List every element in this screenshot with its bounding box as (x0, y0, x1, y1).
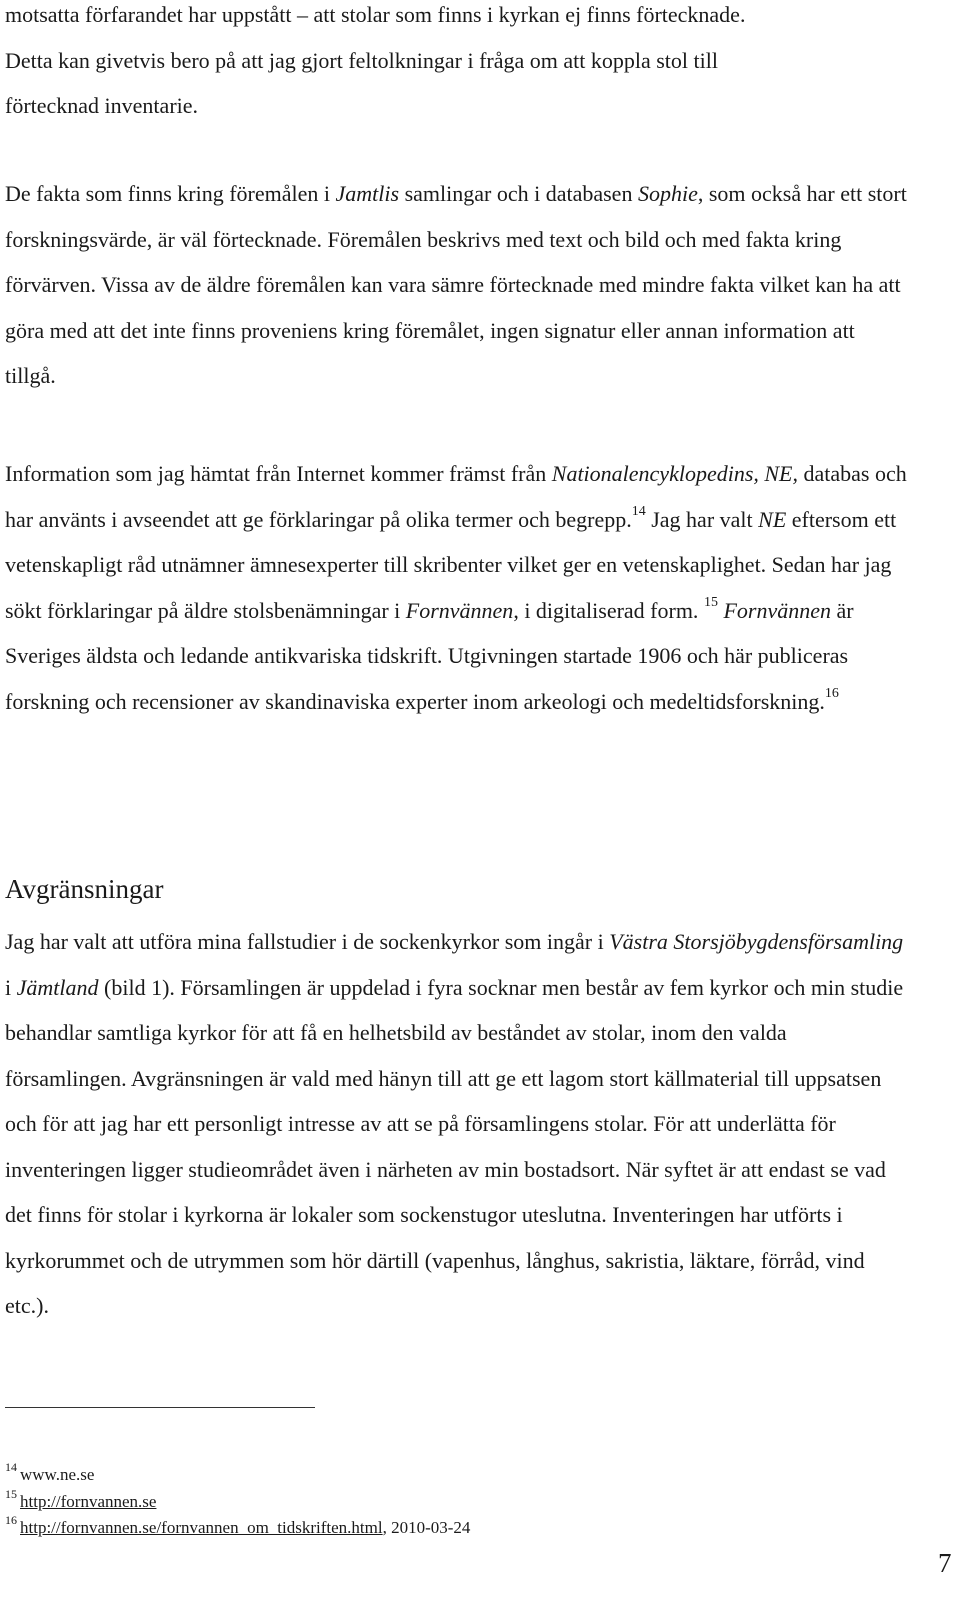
footnote-text: www.ne.se (20, 1465, 95, 1484)
text-line: förtecknad inventarie. (5, 93, 199, 118)
text-run: De fakta som finns kring föremålen i (5, 181, 336, 206)
section-heading: Avgränsningar (5, 874, 164, 904)
text-run: , i digitaliserad form. (513, 597, 704, 623)
footnote-ref[interactable]: 14 (631, 504, 646, 520)
paragraph-collections (5, 171, 910, 399)
footnote-14 (5, 1462, 470, 1489)
footnote-ref[interactable]: 16 (824, 686, 839, 702)
text-line: motsatta förfarandet har uppstått – att stolar som finns i kyrkan ej finns förtecknade. (5, 2, 746, 27)
italic-term: Jamtlis (335, 181, 400, 206)
text-run: (bild 1). Församlingen är uppdelad i fyra socknar men består av fem kyrkor och min studie behandlar samtliga kyrkor för att få en helhetsbild av beståndet av stolar, inom den valda församlingen. Avgränsningen är vald med hänyn till att ge ett lagom stort källmaterial till uppsatsen och för att jag har ett personligt intresse av att se på församlingens stolar. För att underlätta för inventeringen ligger studieområdet även i närheten av min bostadsort. När syftet är att endast se vad det finns för stolar i kyrkorna är lokaler som sockenstugor uteslutna. Inventeringen har utförts i kyrkorummet och de utrymmen som hör därtill (vapenhus, långhus, sakristia, läktare, förråd, vind etc.). (5, 974, 904, 1318)
paragraph-inventory-note (5, 0, 910, 129)
footnote-link[interactable]: http://fornvannen.se/fornvannen_om_tidskriften.html (20, 1518, 383, 1537)
footnotes (5, 1462, 470, 1542)
text-run: Jag har valt att utföra mina fallstudier i de sockenkyrkor som ingår i (5, 929, 610, 954)
italic-term: Jämtland (16, 974, 99, 1000)
italic-term: NE (758, 506, 787, 532)
footnote-16 (5, 1515, 470, 1542)
footnote-15 (5, 1486, 470, 1516)
text-line: Detta kan givetvis bero på att jag gjort feltolkningar i fråga om att koppla stol till (5, 47, 718, 73)
footnote-link[interactable]: http://fornvannen.se (20, 1491, 157, 1511)
italic-term: Västra Storsjöbygdensförsamling (609, 929, 904, 954)
text-run: eftersom ett vetenskapligt råd utnämner ämnesexperter till skribenter vilket ger en vetenskaplighet. Sedan har jag sökt förklaringar på äldre stolsbenämningar i (5, 506, 897, 623)
footnote-ref[interactable]: 15 (703, 595, 718, 611)
text-run: databas och har använts i avseendet att ge förklaringar på olika termer och begrepp. (5, 461, 907, 532)
text-run: Information som jag hämtat från Internet kommer främst från (5, 461, 552, 486)
text-run: är Sveriges äldsta och ledande antikvariska tidskrift. Utgivningen startade 1906 och här publiceras forskning och recensioner av skandinaviska experter inom arkeologi och medeltidsforskning. (5, 597, 854, 714)
footnote-date: , 2010-03-24 (382, 1518, 471, 1537)
text-run: samlingar och i databasen (399, 181, 638, 206)
italic-term: Nationalencyklopedins, NE, (551, 461, 798, 486)
italic-term: Fornvännen (723, 597, 831, 623)
footnote-number: 15 (5, 1486, 17, 1501)
italic-term: Sophie (637, 181, 698, 206)
italic-term: Fornvännen (405, 597, 514, 623)
page-number: 7 (938, 1548, 952, 1578)
text-run: i (5, 974, 17, 1000)
footnote-number: 16 (5, 1513, 17, 1528)
footnote-divider (5, 1407, 315, 1408)
footnote-number: 14 (5, 1460, 17, 1475)
paragraph-delimitations (5, 919, 910, 1329)
text-run: Jag har valt (645, 506, 759, 532)
paragraph-sources (5, 451, 910, 724)
text-run: , som också har ett stort forskningsvärde, är väl förtecknade. Föremålen beskrivs med text och bild och med fakta kring förvärven. Vissa av de äldre föremålen kan vara sämre förtecknade med mindre fakta vilket kan ha att göra med att det inte finns proveniens kring föremålet, ingen signatur eller annan information att tillgå. (5, 181, 907, 388)
